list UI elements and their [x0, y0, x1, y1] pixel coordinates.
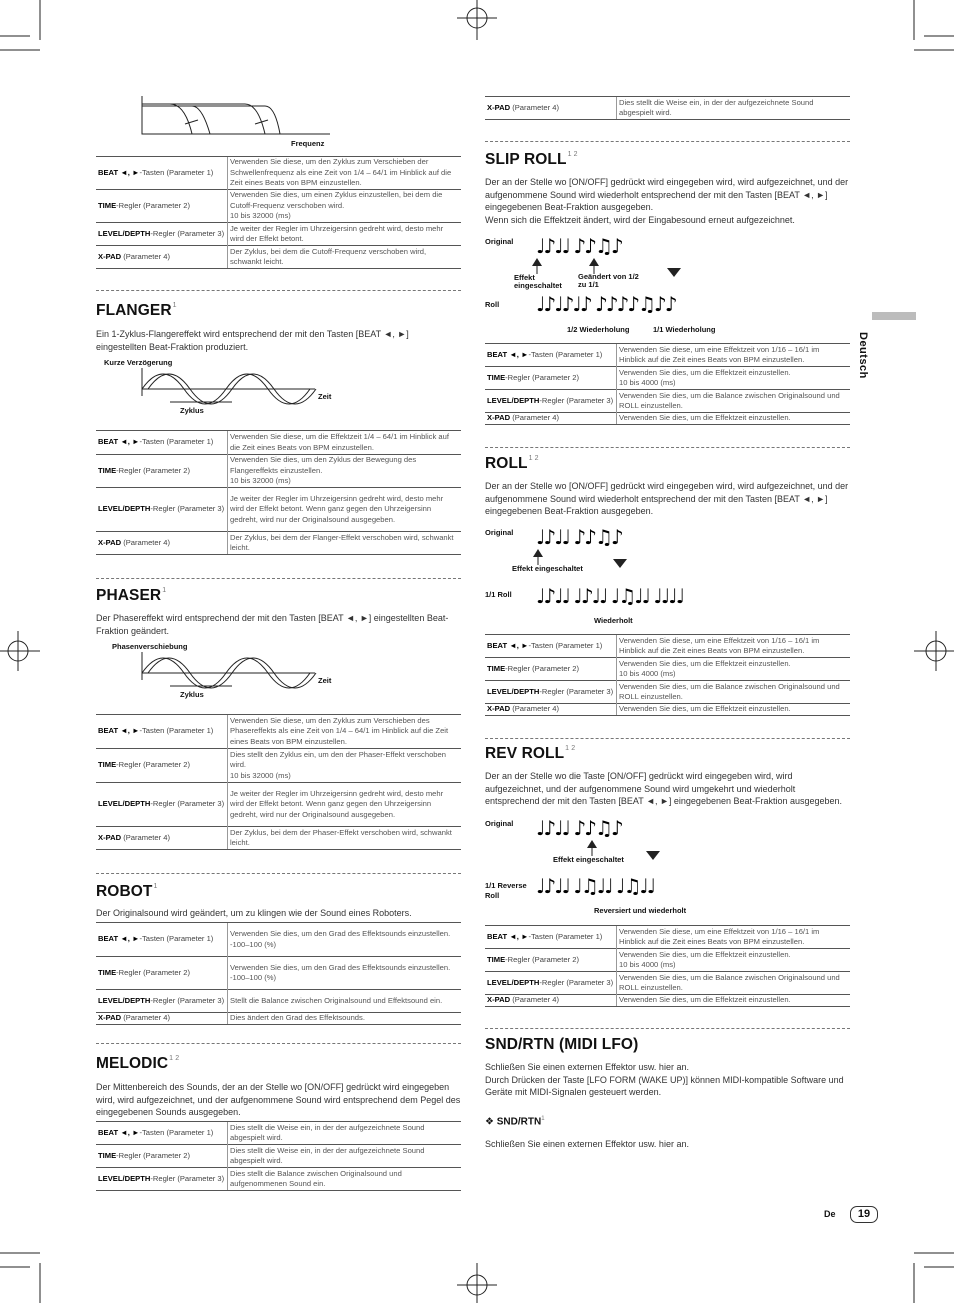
label-frequency: Frequenz	[291, 139, 325, 148]
side-tab-marker	[872, 312, 916, 320]
roll-intro: Der an der Stelle wo [ON/OFF] gedrückt wird eingegeben wird, wird aufgezeichnet, und der aufgenommene Sound wird wiederholt entsprechend der mit den Tasten [BEAT ◄, ►] eingegebenen Beat-Fraktion ausgegeben.	[485, 481, 849, 517]
table-row: LEVEL/DEPTH-Regler (Parameter 3) Je weiter der Regler im Uhrzeigersinn gedreht wird, desto mehr wird der Effekt betont. Wenn ganz gegen den Uhrzeigersinn gedreht, wird nur der Originalsound ausgegeben.	[96, 488, 461, 532]
page-number: 19	[850, 1206, 878, 1223]
table-row: LEVEL/DEPTH-Regler (Parameter 3) Verwenden Sie dies, um die Balance zwischen Originalsound und ROLL einzustellen.	[485, 972, 850, 995]
section-title-phaser: PHASER$^1$	[96, 587, 167, 604]
music-notes-roll: ♩♪♩♪♩♪ ♪♪♪♪♫♪♪	[536, 292, 676, 316]
section-divider	[485, 141, 850, 142]
table-row: TIME-Regler (Parameter 2) Verwenden Sie dies, um einen Zyklus einzustellen, bei dem die Cutoff-Frequenz verschoben wird. 10 bis 32000 (ms)	[96, 190, 461, 223]
music-notes-original: ♩♪♩♩ ♪♪♫♪	[536, 525, 622, 549]
label-roll: 1/1 Roll	[485, 590, 512, 599]
music-notes-original: ♩♪♩♩ ♪♪♫♪	[536, 816, 622, 840]
label-cycle: Zyklus	[180, 406, 204, 415]
phaser-param-table	[96, 714, 461, 850]
table-row: X-PAD (Parameter 4) Dies ändert den Grad des Effektsounds.	[96, 1013, 461, 1025]
effect-arrow-up	[532, 549, 544, 565]
table-row: LEVEL/DEPTH-Regler (Parameter 3) Je weiter der Regler im Uhrzeigersinn gedreht wird, desto mehr wird der Effekt betont.	[96, 223, 461, 246]
melodic-xpad-table	[485, 96, 850, 120]
music-notes-reverse-roll: ♩♪♩♩ ♩♫♩♩ ♩♫♩♩	[536, 874, 655, 898]
section-divider	[96, 873, 461, 874]
melodic-param-table	[96, 1121, 461, 1191]
transform-arrow-down	[667, 268, 681, 277]
table-row: LEVEL/DEPTH-Regler (Parameter 3) Stellt die Balance zwischen Originalsound und Effektsound ein.	[96, 990, 461, 1013]
rev-roll-param-table	[485, 925, 850, 1007]
table-row: LEVEL/DEPTH-Regler (Parameter 3) Je weiter der Regler im Uhrzeigersinn gedreht wird, desto mehr wird der Effekt betont. Wenn ganz gegen den Uhrzeigersinn gedreht, wird nur der Originalsound ausgegeben.	[96, 783, 461, 827]
label-one-repeat: 1/1 Wiederholung	[653, 325, 716, 334]
label-effect-on: Effekt eingeschaltet	[553, 855, 624, 864]
table-row: TIME-Regler (Parameter 2) Verwenden Sie dies, um die Effektzeit einzustellen. 10 bis 4000 (ms)	[485, 658, 850, 681]
rev-roll-intro: Der an der Stelle wo die Taste [ON/OFF] gedrückt wird eingegeben wird, wird aufgezeichnet, und der aufgenommene Sound wird umgekehrt und wiederholt entsprechend der mit den Tasten [BEAT ◄, ►] eingegebenen Beat-Fraktion ausgegeben.	[485, 771, 843, 807]
snd-rtn-sub-text: Schließen Sie einen externen Effektor usw. hier an.	[485, 1139, 689, 1149]
label-repeated: Wiederholt	[594, 616, 633, 625]
section-divider	[96, 1043, 461, 1044]
label-reversed-repeated: Reversiert und wiederholt	[594, 906, 687, 915]
effect-arrow-up	[586, 840, 598, 856]
filter-frequency-diagram	[140, 94, 340, 144]
section-title-rev-roll: REV $ROLL^{1 2}$	[485, 745, 576, 762]
transform-arrow-down	[613, 559, 627, 568]
table-row: BEAT ◄, ►-Tasten (Parameter 1) Verwenden Sie diese, um den Zyklus zum Verschieben des Phasereffekts als eine Zeit von 1/4 – 64/1 im Hinblick auf die Zeit eines Beats von BPM einzustellen.	[96, 715, 461, 749]
table-row: BEAT ◄, ►-Tasten (Parameter 1) Verwenden Sie diese, um eine Effektzeit von 1/16 – 16/1 im Hinblick auf die Zeit eines Beats von BPM einzustellen.	[485, 344, 850, 367]
table-row: TIME-Regler (Parameter 2) Verwenden Sie dies, um die Effektzeit einzustellen. 10 bis 4000 (ms)	[485, 949, 850, 972]
table-row: TIME-Regler (Parameter 2) Dies stellt die Weise ein, in der der aufgezeichnete Sound abgespielt wird.	[96, 1145, 461, 1168]
table-row: TIME-Regler (Parameter 2) Verwenden Sie dies, um die Effektzeit einzustellen. 10 bis 4000 (ms)	[485, 367, 850, 390]
section-title-robot: ROBOT$^1$	[96, 883, 158, 900]
snd-rtn-subheading: ❖ SND/RTN$^1$	[485, 1116, 545, 1128]
effect-arrow-up	[531, 258, 543, 274]
label-half-repeat: 1/2 Wiederholung	[567, 325, 630, 334]
table-row: BEAT ◄, ►-Tasten (Parameter 1) Verwenden Sie dies, um den Grad des Effektsounds einzustellen. -100–100 (%)	[96, 923, 461, 957]
table-row: X-PAD (Parameter 4) Dies stellt die Weise ein, in der der aufgezeichnete Sound abgespielt wird.	[485, 97, 850, 120]
table-row: X-PAD (Parameter 4) Verwenden Sie dies, um die Effektzeit einzustellen.	[485, 704, 850, 716]
flanger-intro: Ein 1-Zyklus-Flangereffekt wird entsprechend der mit den Tasten [BEAT ◄, ►] eingestellten Beat-Fraktion produziert.	[96, 329, 409, 352]
table-row: TIME-Regler (Parameter 2) Verwenden Sie dies, um den Grad des Effektsounds einzustellen. -100–100 (%)	[96, 957, 461, 990]
label-original: Original	[485, 528, 514, 537]
section-title-melodic: $MELODIC^{1 2}$	[96, 1055, 180, 1072]
label-original: Original	[485, 237, 514, 246]
table-row: BEAT ◄, ►-Tasten (Parameter 1) Verwenden Sie diese, um den Zyklus zum Verschieben der Schwellenfrequenz als eine Zeit von 1/4 – 64/1 im Hinblick auf die Zeit eines Beats von BPM einzustellen.	[96, 157, 461, 190]
phaser-wave-diagram	[140, 650, 320, 700]
filter-param-table	[96, 156, 461, 269]
side-tab-language: Deutsch	[857, 332, 869, 379]
flanger-wave-diagram	[140, 366, 320, 416]
melodic-intro: Der Mittenbereich des Sounds, der an der Stelle wo [ON/OFF] gedrückt wird eingegeben wird, wird aufgezeichnet, und der aufgenommene Sound wird entsprechend dem Pegel des eingegebenen Sounds ausgegeben.	[96, 1082, 461, 1118]
label-time: Zeit	[318, 392, 332, 401]
section-title-slip-roll: SLIP $ROLL^{1 2}$	[485, 151, 578, 168]
table-row: LEVEL/DEPTH-Regler (Parameter 3) Dies stellt die Balance zwischen Originalsound und aufgenommenen Sound ein.	[96, 1168, 461, 1191]
robot-param-table	[96, 922, 461, 1025]
table-row: BEAT ◄, ►-Tasten (Parameter 1) Verwenden Sie diese, um eine Effektzeit von 1/16 – 16/1 im Hinblick auf die Zeit eines Beats von BPM einzustellen.	[485, 635, 850, 658]
phaser-intro: Der Phasereffekt wird entsprechend der mit den Tasten [BEAT ◄, ►] eingestellten Beat-Fraktion geändert.	[96, 613, 449, 636]
table-row: X-PAD (Parameter 4) Der Zyklus, bei dem die Cutoff-Frequenz verschoben wird, schwankt leicht.	[96, 246, 461, 269]
transform-arrow-down	[646, 851, 660, 860]
table-row: X-PAD (Parameter 4) Verwenden Sie dies, um die Effektzeit einzustellen.	[485, 995, 850, 1007]
table-row: BEAT ◄, ►-Tasten (Parameter 1) Verwenden Sie diese, um die Effektzeit 1/4 – 64/1 im Hinblick auf die Zeit eines Beats von BPM einzustellen.	[96, 431, 461, 455]
table-row: TIME-Regler (Parameter 2) Verwenden Sie dies, um den Zyklus der Bewegung des Flangereffekts einzustellen. 10 bis 32000 (ms)	[96, 455, 461, 488]
roll-param-table	[485, 634, 850, 716]
label-changed: Geändert von 1/2 zu 1/1	[578, 272, 639, 289]
label-time: Zeit	[318, 676, 332, 685]
section-title-flanger: FLANGER$^1$	[96, 302, 177, 319]
table-row: X-PAD (Parameter 4) Verwenden Sie dies, um die Effektzeit einzustellen.	[485, 413, 850, 425]
table-row: TIME-Regler (Parameter 2) Dies stellt den Zyklus ein, um den der Phaser-Effekt verschoben wird. 10 bis 32000 (ms)	[96, 749, 461, 783]
section-divider	[96, 290, 461, 291]
table-row: X-PAD (Parameter 4) Der Zyklus, bei dem der Phaser-Effekt verschoben wird, schwankt leicht.	[96, 827, 461, 850]
label-short-delay: Kurze Verzögerung	[104, 358, 173, 367]
label-effect-on: Effekt eingeschaltet	[514, 273, 562, 290]
table-row: BEAT ◄, ►-Tasten (Parameter 1) Dies stellt die Weise ein, in der der aufgezeichnete Sound abgespielt wird.	[96, 1122, 461, 1145]
section-title-roll: $ROLL^{1 2}$	[485, 455, 539, 472]
slip-roll-intro: Der an der Stelle wo [ON/OFF] gedrückt wird eingegeben wird, wird aufgezeichnet, und der aufgenommene Sound wird wiederholt entsprechend der mit den Tasten [BEAT ◄, ►] eingegebenen Beat-Fraktion ausgegeben. Wenn sich die Effektzeit ändert, wird der Eingabesound erneut aufgezeichnet.	[485, 177, 849, 225]
label-cycle: Zyklus	[180, 690, 204, 699]
music-notes-roll: ♩♪♩♩ ♩♪♩♩ ♩♫♩♩ ♩♩♩♩	[536, 584, 684, 608]
slip-roll-param-table	[485, 343, 850, 425]
section-title-snd-rtn: SND/RTN (MIDI LFO)	[485, 1036, 639, 1053]
label-original: Original	[485, 819, 514, 828]
table-row: BEAT ◄, ►-Tasten (Parameter 1) Verwenden Sie diese, um eine Effektzeit von 1/16 – 16/1 im Hinblick auf die Zeit eines Beats von BPM einzustellen.	[485, 926, 850, 949]
diamond-bullet-icon: ❖	[485, 1116, 497, 1128]
label-effect-on: Effekt eingeschaltet	[512, 564, 583, 573]
robot-intro: Der Originalsound wird geändert, um zu klingen wie der Sound eines Roboters.	[96, 908, 412, 918]
label-phase-shift: Phasenverschiebung	[112, 642, 188, 651]
section-divider	[485, 738, 850, 739]
label-reverse-roll: 1/1 Reverse Roll	[485, 881, 527, 900]
section-divider	[485, 1028, 850, 1029]
table-row: X-PAD (Parameter 4) Der Zyklus, bei dem der Flanger-Effekt verschoben wird, schwankt leicht.	[96, 532, 461, 555]
footer-language: De	[824, 1209, 836, 1219]
label-roll: Roll	[485, 300, 500, 309]
section-divider	[485, 447, 850, 448]
section-divider	[96, 578, 461, 579]
snd-rtn-text: Schließen Sie einen externen Effektor usw. hier an. Durch Drücken der Taste [LFO FORM (WAKE UP)] können MIDI-kompatible Software und Geräte mit MIDI-Signalen gesteuert werden.	[485, 1062, 844, 1098]
flanger-param-table	[96, 430, 461, 555]
music-notes-original: ♩♪♩♩ ♪♪♫♪	[536, 234, 622, 258]
table-row: LEVEL/DEPTH-Regler (Parameter 3) Verwenden Sie dies, um die Balance zwischen Originalsound und ROLL einzustellen.	[485, 681, 850, 704]
table-row: LEVEL/DEPTH-Regler (Parameter 3) Verwenden Sie dies, um die Balance zwischen Originalsound und ROLL einzustellen.	[485, 390, 850, 413]
